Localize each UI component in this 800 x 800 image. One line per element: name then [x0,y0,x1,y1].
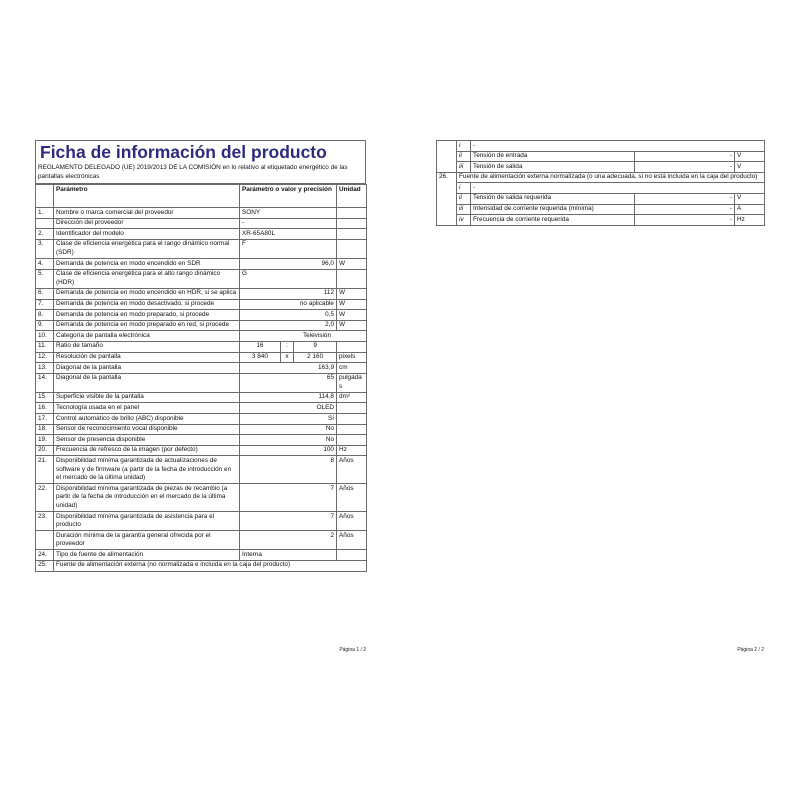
row-value: OLED [240,403,337,414]
row-unit: Hz [735,215,765,226]
row-num [437,141,457,173]
row-roman: i [457,141,471,152]
page-1 [35,140,366,572]
row-num: 8. [36,310,54,321]
row-unit: pixels [337,352,367,363]
table-row [36,550,367,561]
row-param: Frecuencia de refresco de la imagen (por defecto) [54,445,240,456]
table-row [36,269,367,288]
ratio-height: 9 [313,342,317,350]
row-param: Disponibilidad mínima garantizada de asistencia para el producto [54,512,240,531]
resolution-width: 3 840 [240,353,280,363]
row-value: 100 [240,445,337,456]
row-param: Disponibilidad mínima garantizada de actualizaciones de software y de firmware (a partir de la fecha de introducción en el mercado de la última unidad) [54,456,240,484]
row-unit [337,208,367,219]
table-row [36,299,367,310]
row-unit [337,435,367,446]
table-row [36,445,367,456]
row-value: - [240,218,337,229]
resolution-separator: x [280,353,293,363]
row-text: Fuente de alimentación externa (no normalizada e incluida en la caja del producto) [54,560,367,571]
row-roman: ii [457,193,471,204]
table-row [437,215,765,226]
row-num: 21. [36,456,54,484]
ratio-cell [240,341,337,352]
row-value: - [635,162,735,173]
row-unit: V [735,162,765,173]
row-param: Identificador del modelo [54,229,240,240]
row-value: Interna [240,550,337,561]
row-param: Demanda de potencia en modo encendido en HDR, si se aplica [54,288,240,299]
row-param: Diagonal de la pantalla [54,363,240,374]
row-text: Tensión de salida [471,162,635,173]
table-row [36,531,367,550]
row-param: Dirección del proveedor [54,218,240,229]
row-value: 112 [240,288,337,299]
row-num: 7. [36,299,54,310]
row-num: 3. [36,239,54,258]
row-num: 6. [36,288,54,299]
row-num [36,531,54,550]
table-row [437,141,765,152]
row-num: 5. [36,269,54,288]
row-value: No [240,435,337,446]
table-row [437,162,765,173]
row-num: 19. [36,435,54,446]
row-unit: W [337,259,367,270]
row-value: 65 [240,373,337,392]
row-value: 7 [240,484,337,512]
row-value: G [240,269,337,288]
row-text: Tensión de salida requerida [471,193,635,204]
row-num: 23. [36,512,54,531]
row-value: 114,8 [240,392,337,403]
table-row [437,151,765,162]
row-num: 13. [36,363,54,374]
row-value: Sí [240,414,337,425]
row-unit [337,414,367,425]
row-unit: W [337,320,367,331]
row-num: 20. [36,445,54,456]
row-roman: iii [457,204,471,215]
row-value: XR-65A80L [240,229,337,240]
row-unit: Años [337,512,367,531]
table-row [36,229,367,240]
table-row [437,172,765,183]
row-unit [337,269,367,288]
row-text: Intensidad de corriente requerida (mínima) [471,204,635,215]
table-row [36,218,367,229]
row-param: Clase de eficiencia energética para el rango dinámico normal (SDR) [54,239,240,258]
row-text: Fuente de alimentación externa normalizada (o una adecuada, si no está incluida en la caja del producto) [457,172,765,183]
page-2 [436,140,764,226]
row-num: 14. [36,373,54,392]
value-header: Parámetro o valor y precisión [240,185,337,208]
row-unit: V [735,193,765,204]
ratio-width: 16 [240,342,280,352]
row-param: Sensor de presencia disponible [54,435,240,446]
row-value: 96,0 [240,259,337,270]
row-roman: ii [457,151,471,162]
row-value: No [240,424,337,435]
page-footer: Página 1 / 2 [339,647,366,653]
table-row [36,331,367,342]
row-param: Demanda de potencia en modo preparado, si procede [54,310,240,321]
row-unit [337,403,367,414]
row-param: Diagonal de la pantalla [54,373,240,392]
row-text: Tensión de entrada [471,151,635,162]
page-footer: Página 2 / 2 [737,647,764,653]
row-num [36,218,54,229]
table-header-row [36,185,367,208]
table-row [36,363,367,374]
row-num: 15. [36,392,54,403]
row-unit: Años [337,531,367,550]
document-subtitle: REGLAMENTO DELEGADO (UE) 2019/2013 DE LA COMISIÓN en lo relativo al etiquetado energético de las pantallas electrónicas [38,164,348,180]
row-num: 25. [36,560,54,571]
row-num: 24. [36,550,54,561]
table-row [36,484,367,512]
row-unit [337,550,367,561]
row-roman: iv [457,215,471,226]
row-unit: Años [337,484,367,512]
row-value: SONY [240,208,337,219]
table-row [36,403,367,414]
row-param: Tipo de fuente de alimentación [54,550,240,561]
row-num: 11. [36,341,54,352]
unit-header: Unidad [337,185,367,208]
row-value: 2 [240,531,337,550]
product-info-table [35,184,367,571]
row-num: 16. [36,403,54,414]
row-param: Resolución de pantalla [54,352,240,363]
row-num: 12. [36,352,54,363]
row-num: 18. [36,424,54,435]
row-unit [337,218,367,229]
row-roman: iii [457,162,471,173]
row-value: 0,5 [240,310,337,321]
table-row [36,392,367,403]
row-text: Frecuencia de corriente requerida [471,215,635,226]
row-roman: i [457,183,471,194]
row-unit: W [337,288,367,299]
header-frame [35,140,366,184]
row-param: Demanda de potencia en modo encendido en SDR [54,259,240,270]
row-param: Clase de eficiencia energética para el alto rango dinámico (HDR) [54,269,240,288]
row-unit: Años [337,456,367,484]
row-value: - [635,215,735,226]
table-row [36,239,367,258]
table-row [36,414,367,425]
table-row [36,208,367,219]
row-num: 10. [36,331,54,342]
row-text: - [471,141,765,152]
row-param: Control automático de brillo (ABC) disponible [54,414,240,425]
table-row [36,512,367,531]
row-unit: cm [337,363,367,374]
power-supply-table [436,140,765,226]
table-row [437,193,765,204]
param-header: Parámetro [54,185,240,208]
table-row [36,288,367,299]
row-unit [337,341,367,352]
table-row [36,320,367,331]
ratio-separator: : [280,342,293,352]
table-row [36,310,367,321]
table-row [36,259,367,270]
row-value: - [635,193,735,204]
document-title: Ficha de información del producto [40,142,327,162]
row-value: 2,0 [240,320,337,331]
row-unit: V [735,151,765,162]
row-unit: W [337,299,367,310]
row-param: Sensor de reconocimiento vocal disponible [54,424,240,435]
row-value: 8 [240,456,337,484]
row-unit: dm² [337,392,367,403]
table-row [36,560,367,571]
resolution-height: 2 160 [307,353,324,360]
table-row [437,204,765,215]
row-value: 163,9 [240,363,337,374]
row-num: 4. [36,259,54,270]
row-value: no aplicable [240,299,337,310]
resolution-cell [240,352,337,363]
row-param: Superficie visible de la pantalla [54,392,240,403]
row-value: 7 [240,512,337,531]
row-param: Disponibilidad mínima garantizada de piezas de recambio (a partir de la fecha de introducción en el mercado de la última unidad) [54,484,240,512]
row-unit: pulgadas [337,373,367,392]
row-num: 17. [36,414,54,425]
row-value: F [240,239,337,258]
row-value: - [635,151,735,162]
row-param: Categoría de pantalla electrónica [54,331,240,342]
row-unit [337,239,367,258]
row-value: Televisión [240,331,367,342]
row-num: 26. [437,172,457,225]
row-param: Nombre o marca comercial del proveedor [54,208,240,219]
table-row [36,373,367,392]
row-num: 1. [36,208,54,219]
table-row [36,424,367,435]
row-value: - [635,204,735,215]
row-num: 22. [36,484,54,512]
row-unit [337,229,367,240]
row-num: 9. [36,320,54,331]
table-row [36,341,367,352]
row-param: Ratio de tamaño [54,341,240,352]
table-row [437,183,765,194]
row-unit: Hz [337,445,367,456]
row-param: Tecnología usada en el panel [54,403,240,414]
row-param: Duración mínima de la garantía general ofrecida por el proveedor [54,531,240,550]
row-unit: A [735,204,765,215]
table-row [36,352,367,363]
row-num: 2. [36,229,54,240]
row-unit [337,424,367,435]
row-unit: W [337,310,367,321]
row-param: Demanda de potencia en modo desactivado, si procede [54,299,240,310]
row-param: Demanda de potencia en modo preparado en red, si procede [54,320,240,331]
table-row [36,435,367,446]
table-row [36,456,367,484]
num-header [36,185,54,208]
row-text: - [471,183,765,194]
